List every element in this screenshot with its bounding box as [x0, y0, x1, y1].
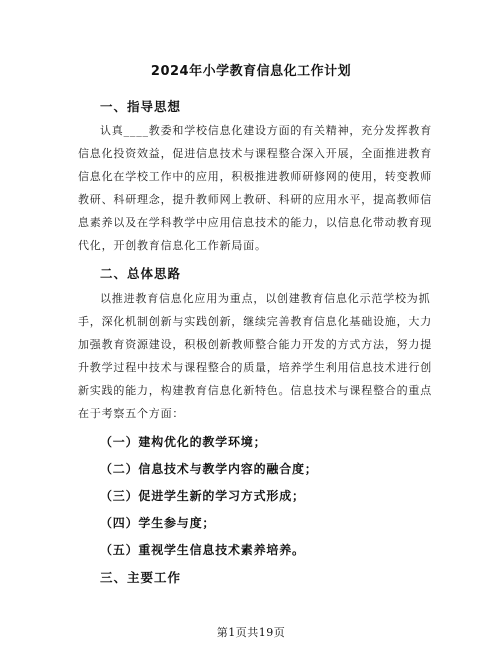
- paragraph-line: 信息化投资效益，促进信息技术与课程整合深入开展，全面推进教育: [78, 147, 432, 160]
- section-heading-guiding-ideology: 一、指导思想: [100, 99, 182, 114]
- paragraph-line: 认真____教委和学校信息化建设方面的有关精神，充分发挥教育: [100, 124, 432, 137]
- paragraph-line: 升教学过程中技术与课程整合的质量，培养学生利用信息技术进行创: [78, 361, 432, 374]
- list-item: （五）重视学生信息技术素养培养。: [100, 543, 305, 557]
- list-item: （三）促进学生新的学习方式形成；: [100, 489, 305, 503]
- paragraph-line: 信息化在学校工作中的应用，积极推进教师研修网的使用，转变教师: [78, 170, 432, 183]
- paragraph-line: 代化，开创教育信息化工作新局面。: [78, 239, 267, 252]
- list-item: （四）学生参与度；: [100, 516, 216, 530]
- list-item: （一）建构优化的教学环境；: [100, 435, 267, 449]
- paragraph-line: 手，深化机制创新与实践创新，继续完善教育信息化基础设施，大力: [78, 315, 432, 328]
- paragraph-line: 教研、科研理念，提升教师网上教研、科研的应用水平，提高教师信: [78, 193, 432, 206]
- paragraph-line: 新实践的能力，构建教育信息化新特色。信息技术与课程整合的重点: [78, 384, 432, 397]
- document-title: 2024年小学教育信息化工作计划: [150, 64, 352, 79]
- section-heading-main-work: 三、主要工作: [100, 570, 182, 585]
- paragraph-line: 在于考察五个方面：: [78, 407, 185, 420]
- paragraph-line: 加强教育资源建设，积极创新教师整合能力开发的方式方法，努力提: [78, 338, 432, 351]
- section-heading-overall-approach: 二、总体思路: [100, 266, 182, 281]
- paragraph-line: 息素养以及在学科教学中应用信息技术的能力，以信息化带动教育现: [78, 216, 432, 229]
- list-item: （二）信息技术与教学内容的融合度；: [100, 462, 318, 476]
- page-number-footer: 第1页共19页: [216, 626, 286, 639]
- paragraph-line: 以推进教育信息化应用为重点，以创建教育信息化示范学校为抓: [100, 292, 431, 305]
